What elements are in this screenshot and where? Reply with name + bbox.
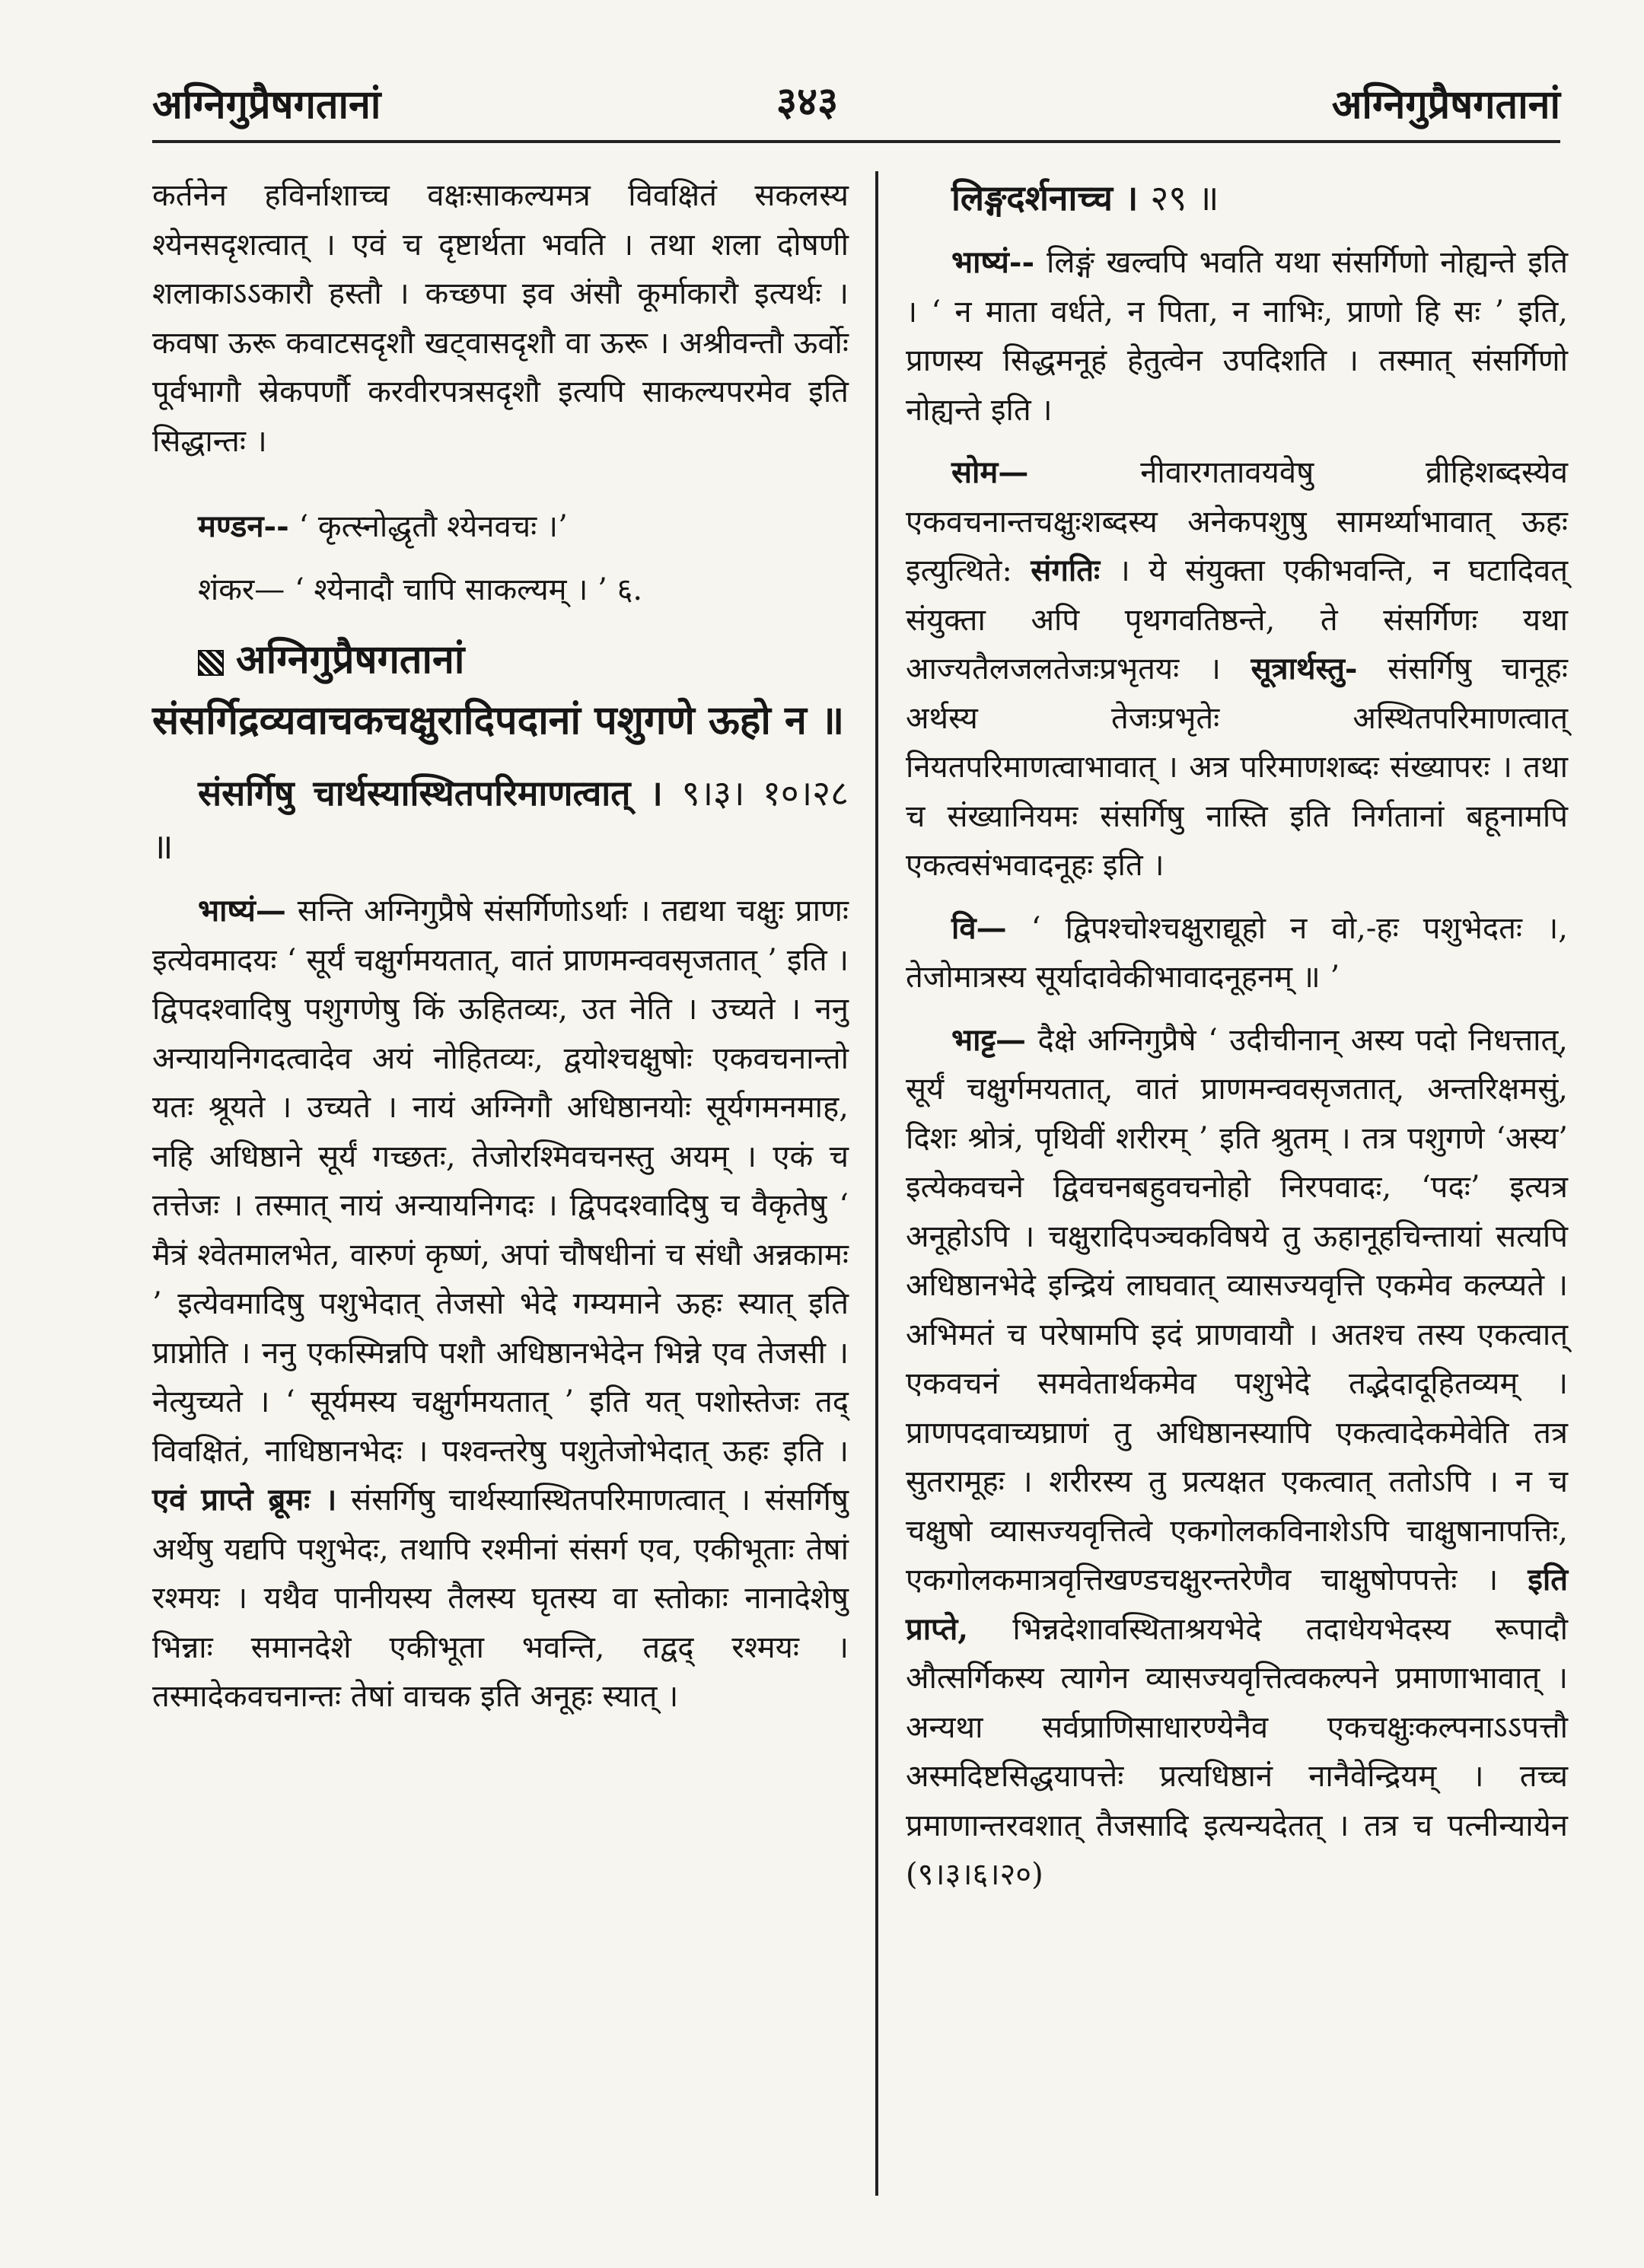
bhatta-siddhanta-lead: इति प्राप्ते, — [906, 1562, 1569, 1647]
bhashya-siddhanta: संसर्गिषु चार्थस्यास्थितपरिमाणत्वात् । संसर्गिषु अर्थेषु यद्यपि पशुभेदः, तथापि रश्मीनां संसर्ग एव, एकीभूताः तेषां रश्मयः । यथैव पानीयस्य तैलस्य घृतस्य वा स्तोकाः नानादेशेषु भिन्नाः समानदेशे एकीभूता भवन्ति, तद्वद् रश्मयः । तस्मादेकवचनान्तः तेषां वाचक इति अनूहः स्यात् । — [152, 1483, 849, 1714]
sutrartha-text: संसर्गिषु चानूहः अर्थस्य तेजःप्रभृतेः अस्थितपरिमाणत्वात् नियतपरिमाणत्वाभावात् । अत्र परिमाणशब्दः संख्यापरः । तथा च संख्यानियमः संसर्गिषु नास्ति इति निर्गतानां बहूनामपि एकत्वसंभवादनूहः इति । — [906, 651, 1569, 883]
column-divider — [875, 171, 878, 2196]
vi-label: वि— — [951, 909, 1007, 946]
intro-paragraph: कर्तनेन हविर्नाशाच्च वक्षःसाकल्यमत्र विवक्षितं सकलस्य श्येनसदृशत्वात् । एवं च दृष्टार्थता भवति । तथा शला दोषणी शलाकाऽऽकारौ हस्तौ । कच्छपा इव अंसौ कूर्माकारौ इत्यर्थः । कवषा ऊरू कवाटसदृशौ खट्वासदृशौ वा ऊरू । अश्रीवन्तौ ऊर्वोः पूर्वभागौ स्रेकपर्णौ करवीरपत्रसदृशौ इत्यपि साकल्यपरमेव इति सिद्धान्तः । — [152, 178, 849, 459]
sutra-line — [152, 766, 849, 873]
bhatta-siddhanta: भिन्नदेशावस्थिताश्रयभेदे तदाधेयभेदस्य रूपादौ औत्सर्गिकस्य त्यागेन व्यासज्यवृत्तित्वकल्पने प्रमाणाभावात् । अन्यथा सर्वप्राणिसाधारण्येनैव एकचक्षुःकल्पनाऽऽपत्तौ अस्मदिष्टसिद्धयापत्तेः प्रत्यधिष्ठानं नानैवेन्द्रियम् । तच्च प्रमाणान्तरवशात् तैजसादि इत्यन्यदेतत् । तत्र च पत्नीन्यायेन (९।३।६।२०) — [906, 1611, 1568, 1892]
right-bhashya-paragraph — [906, 238, 1568, 435]
shankara-label: शंकर— — [198, 572, 285, 607]
sangati-label: संगतिः — [1031, 553, 1101, 588]
mandana-paragraph — [152, 502, 849, 552]
soma-text: नीवारगतावयवेषु व्रीहिशब्दस्येव एकवचनान्तचक्षुःशब्दस्य अनेकपशुषु सामर्थ्याभावात् ऊहः इत्युत्थिते: — [906, 455, 1568, 588]
sutra-number: ९।३। १०।२८ ॥ — [152, 772, 849, 867]
vi-text: ‘ द्विपश्चोश्चक्षुराद्यूहो न वो,-हः पशुभेदतः ।, तेजोमात्रस्य सूर्यादावेकीभावादनूहनम् ॥ ’ — [906, 910, 1568, 995]
right-sutra-text: लिङ्गदर्शनाच्च । — [951, 177, 1139, 218]
sangati-text: । ये संयुक्ता एकीभवन्ति, न घटादिवत् संयुक्ता अपि पृथगवतिष्ठन्ते, ते संसर्गिणः यथा आज्यतैलजलतेजःप्रभृतयः । — [906, 553, 1569, 686]
bhashya-text: सन्ति अग्निगुप्रैषे संसर्गिणोऽर्थाः । तद्यथा चक्षुः प्राणः इत्येवमादयः ‘ सूर्यं चक्षुर्गमयतात्, वातं प्राणमन्ववसृजतात् ’ इति । द्विपदश्वादिषु पशुगणेषु किं ऊहितव्यः, उत नेति । उच्यते । ननु अन्यायनिगदत्वादेव अयं नोहितव्यः, द्वयोश्चक्षुषोः एकवचनान्तो यतः श्रूयते । उच्यते । नायं अग्निगौ अधिष्ठानयोः सूर्यगमनमाह, नहि अधिष्ठाने सूर्यं गच्छतः, तेजोरश्मिवचनस्तु अयम् । एकं च तत्तेजः । तस्मात् नायं अन्यायनिगदः । द्विपदश्वादिषु च वैकृतेषु ‘ मैत्रं श्वेतमालभेत, वारुणं कृष्णं, अपां चौषधीनां च संधौ अन्नकामः ’ इत्येवमादिषु पशुभेदात् तेजसो भेदे गम्यमाने ऊहः स्यात् इति प्राप्नोति । ननु एकस्मिन्नपि पशौ अधिष्ठानभेदेन भिन्ने एव तेजसी । नेत्युच्यते । ‘ सूर्यमस्य चक्षुर्गमयतात् ’ इति यत् पशोस्तेजः तद् विवक्षितं, नाधिष्ठानभेदः । पश्वन्तरेषु पशुतेजोभेदात् ऊहः इति । — [152, 894, 849, 1469]
soma-label: सोम— — [951, 454, 1029, 490]
right-column — [906, 171, 1568, 1913]
vi-paragraph — [906, 904, 1568, 1002]
bhashya-siddhanta-lead: एवं प्राप्ते ब्रूमः । — [152, 1482, 337, 1518]
sutrartha-label: सूत्रार्थस्तु- — [1251, 651, 1358, 686]
spacer — [152, 479, 849, 502]
header-rule — [152, 140, 1560, 143]
page-header — [152, 68, 1560, 129]
shankara-text: ‘ श्येनादौ चापि साकल्यम् । ’ ६. — [295, 572, 643, 607]
running-title-left: अग्निगुप्रैषगतानां — [152, 81, 381, 128]
mandana-label: मण्डन-- — [198, 508, 289, 544]
mandana-text: ‘ कृत्स्नोद्धृतौ श्येनवचः ।’ — [298, 509, 568, 544]
adhikarana-mark-icon — [198, 650, 224, 676]
bhashya-label: भाष्यं— — [198, 893, 286, 929]
bhatta-paragraph — [906, 1016, 1568, 1900]
right-sutra-line — [906, 171, 1568, 225]
right-sutra-number: २९ ॥ — [1150, 177, 1219, 218]
right-bhashya-text: लिङ्गं खल्वपि भवति यथा संसर्गिणो नोह्यन्ते इति । ‘ न माता वर्धते, न पिता, न नाभिः, प्राणो हि सः ’ इति, प्राणस्य सिद्धमनूहं हेतुत्वेन उपदिशति । तस्मात् संसर्गिणो नोह्यन्ते इति । — [906, 245, 1568, 428]
bhatta-text: दैक्षे अग्निगुप्रैषे ‘ उदीचीनान् अस्य पदो निधत्तात्, सूर्यं चक्षुर्गमयतात्, वातं प्राणमन्ववसृजतात्, अन्तरिक्षमसुं, दिशः श्रोत्रं, पृथिवीं शरीरम् ’ इति श्रुतम् । तत्र पशुगणे ‘अस्य’ इत्येकवचने द्विवचनबहुवचनोहो निरपवादः, ‘पदः’ इत्यत्र अनूहोऽपि । चक्षुरादिपञ्चकविषये तु ऊहानूहचिन्तायां सत्यपि अधिष्ठानभेदे इन्द्रियं लाघवात् व्यासज्यवृत्ति एकमेव कल्प्यते । अभिमतं च परेषामपि इदं प्राणवायौ । अतश्च तस्य एकत्वात् एकवचनं समवेतार्थकमेव पशुभेदे तद्भेदादूहितव्यम् । प्राणपदवाच्यघ्राणं तु अधिष्ठानस्यापि एकत्वादेकमेवेति तत्र सुतरामूहः । शरीरस्य तु प्रत्यक्षत एकत्वात् ततोऽपि । न च चक्षुषो व्यासज्यवृत्तित्वे एकगोलकविनाशेऽपि चाक्षुषानापत्तिः, एकगोलकमात्रवृत्तिखण्डचक्षुरन्तरेणैव चाक्षुषोपपत्तेः । — [906, 1022, 1569, 1597]
sutra-text: संसर्गिषु चार्थस्यास्थितपरिमाणत्वात् । — [198, 772, 663, 814]
bhashya-paragraph — [152, 887, 849, 1722]
bhatta-label: भाट्ट— — [951, 1021, 1027, 1058]
left-column — [152, 171, 849, 1735]
shankara-paragraph — [152, 565, 849, 615]
adhikarana-heading — [152, 629, 849, 751]
adhikarana-heading-text: अग्निगुप्रैषगतानां संसर्गिद्रव्यवाचकचक्षुरादिपदानां पशुगणे ऊहो न ॥ — [152, 636, 845, 744]
right-bhashya-label: भाष्यं-- — [951, 244, 1035, 280]
page-number: ३४३ — [776, 78, 839, 125]
soma-paragraph — [906, 448, 1568, 890]
running-title-right: अग्निगुप्रैषगतानां — [1331, 81, 1560, 128]
